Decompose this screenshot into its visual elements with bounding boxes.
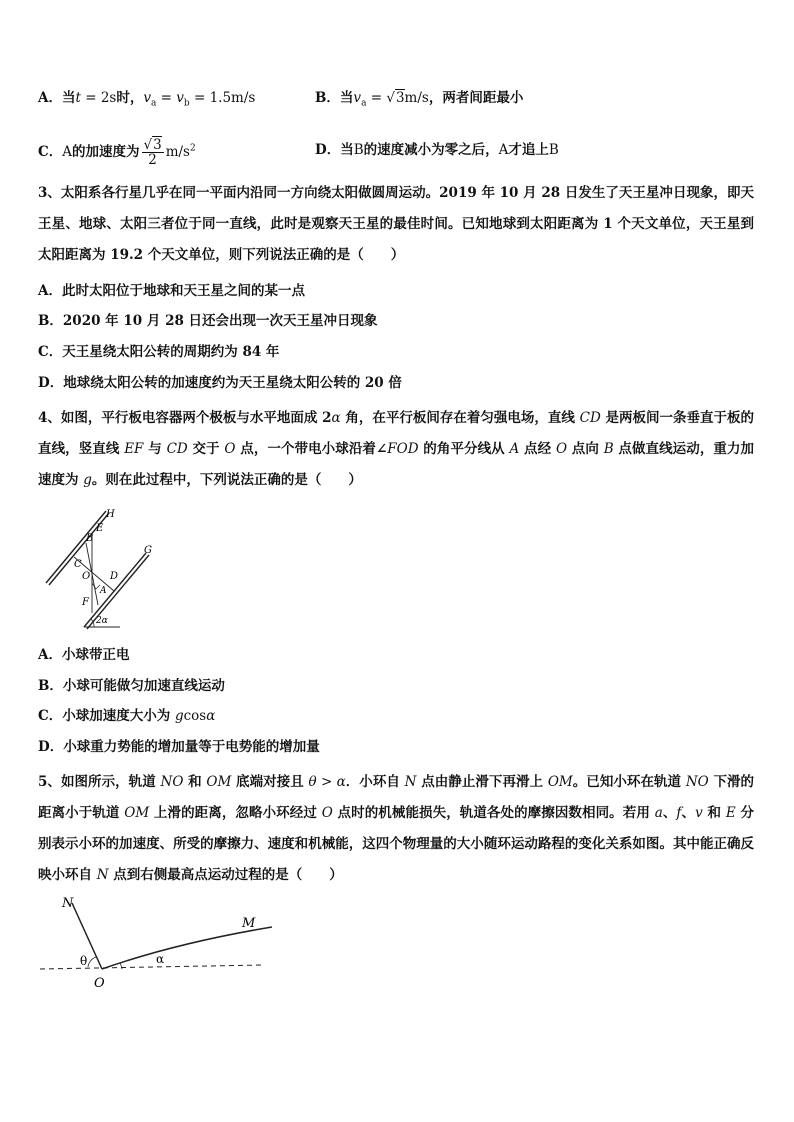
label-b: B	[86, 533, 94, 544]
stem-text: 点时的机械能损失，轨道各处的摩擦因数相同。若用	[332, 805, 655, 821]
math-label: B	[603, 441, 614, 457]
stem-text: 5、如图所示，轨道	[38, 774, 161, 790]
stem-text: 交于	[187, 441, 225, 457]
fraction-denominator: 2	[148, 152, 157, 168]
q3-option-c: C．天王星绕太阳公转的周期约为 84 年	[38, 344, 280, 360]
q4-option-b: B．小球可能做匀加速直线运动	[38, 678, 225, 694]
q2-option-d	[315, 140, 559, 160]
right-plate	[84, 553, 146, 627]
label-a: A	[100, 586, 107, 596]
math-label: E	[725, 805, 736, 821]
label-n: N	[62, 896, 74, 911]
stem-text: ．小环自	[345, 774, 405, 790]
math-eq: =	[156, 90, 177, 106]
math-v: v	[143, 90, 151, 106]
q3-stem: 3、太阳系各行星几乎在同一平面内沿同一方向绕太阳做圆周运动。2019 年 10 月 28 日发生了天王星冲日现象，即天王星、地球、太阳三者位于同一直线，此时是观察天王星的最佳时间。已知地球到太阳距离为 1 个天文单位，天王星到太阳距离为 19.2 个天文单位，则下列说法正确的是（ ）	[38, 185, 754, 263]
label-g: G	[144, 545, 152, 556]
label-m: M	[242, 916, 256, 931]
option-label: C．	[38, 144, 63, 160]
math-g: g	[83, 472, 92, 488]
stem-text: 底端对接且	[231, 774, 309, 790]
subscript: a	[361, 98, 367, 109]
math-label: NO	[685, 774, 709, 790]
math-label: f	[676, 805, 682, 821]
math-label: N	[96, 867, 109, 883]
fraction-numerator: 3	[153, 137, 162, 153]
math-alpha: α	[206, 708, 216, 724]
option-label: B．当	[315, 90, 354, 106]
math-v: v	[176, 90, 184, 106]
stem-text: 和	[702, 805, 726, 821]
q4-capacitor-figure	[38, 505, 178, 635]
math-label: O	[224, 441, 236, 457]
label-o: O	[82, 571, 91, 582]
option-letter: B	[353, 142, 364, 158]
label-f: F	[82, 597, 89, 608]
stem-text: 下滑的距离小于轨道	[38, 774, 755, 821]
math-label: a	[654, 805, 663, 821]
stem-text: 是两板间一条垂直于板的直线，竖直线	[38, 410, 755, 457]
math-label: NO	[160, 774, 184, 790]
math-value: = 1.5m/s	[189, 90, 256, 106]
math-g: g	[174, 708, 184, 724]
stem-text: 4、如图，平行板电容器两个极板与水平地面成 2	[38, 410, 332, 426]
stem-text: 。已知小环在轨道	[572, 774, 686, 790]
stem-text: 和	[183, 774, 207, 790]
left-plate	[46, 511, 106, 583]
option-label: A．当	[38, 90, 76, 106]
stem-text: 。则在此过程中，下列说法正确的是（ ）	[91, 472, 362, 488]
q4-stem	[38, 403, 754, 496]
option-letter: A	[62, 144, 72, 160]
q4-option-a: A．小球带正电	[38, 647, 130, 663]
label-e: E	[96, 523, 104, 534]
stem-text: 点做直线运动，重力加速度为	[38, 441, 755, 488]
q3-option-a: A．此时太阳位于地球和天王星之间的某一点	[38, 283, 305, 299]
math-inequality: θ > α	[308, 774, 346, 790]
q3-option-b: B．2020 年 10 月 28 日还会出现一次天王星冲日现象	[38, 313, 378, 329]
q5-stem	[38, 767, 754, 891]
label-c: C	[74, 559, 82, 570]
horizontal-dashed-line	[40, 965, 264, 969]
q3-option-d: D．地球绕太阳公转的加速度约为天王星绕太阳公转的 20 倍	[38, 375, 402, 391]
angle-marks	[92, 583, 100, 589]
math-label: OM	[547, 774, 573, 790]
q2-option-b	[315, 88, 523, 114]
option-text: ，两者间距最小	[428, 90, 524, 106]
math-label: OM	[206, 774, 232, 790]
label-theta: θ	[80, 954, 88, 968]
unit: m/s	[165, 144, 190, 160]
stem-text: 点到右侧最高点运动过程的是（ ）	[108, 867, 343, 883]
math-eq: =	[366, 90, 387, 106]
stem-text: 角，在平行板间存在着匀强电场，直线	[340, 410, 580, 426]
q2-option-c	[38, 138, 196, 167]
track-om	[102, 927, 272, 969]
math-alpha: α	[331, 410, 341, 426]
option-text: 的加速度为	[72, 144, 140, 160]
unit: m/s	[404, 90, 429, 106]
math-label: CD	[579, 410, 601, 426]
subscript: a	[150, 98, 157, 109]
math-value: = 2s	[80, 90, 117, 106]
stem-text: 分别表示小环的加速度、所受的摩擦力、速度和机械能，这四个物理量的大小随环运动路程的变化关系如图。其中能正确反映小环自	[38, 805, 755, 883]
q2-option-a	[38, 88, 255, 114]
alpha-arc	[120, 963, 122, 969]
math-label: EF	[124, 441, 144, 457]
stem-text: 点，一个带电小球沿着∠	[235, 441, 388, 457]
math-func: cos	[183, 708, 207, 724]
option-letter: B	[548, 142, 559, 158]
stem-text: 、	[662, 805, 677, 821]
math-t: t	[75, 90, 81, 106]
option-text: 的速度减小为零之后，	[363, 142, 499, 158]
math-label: OM	[124, 805, 150, 821]
q4-option-c	[38, 706, 215, 726]
math-v: v	[353, 90, 362, 106]
label-angle: 2α	[96, 616, 108, 626]
math-label: A	[509, 441, 520, 457]
fraction: $\frac{√3}{2}$	[143, 137, 162, 168]
stem-text: 点向	[567, 441, 604, 457]
option-text: C．小球加速度大小为	[38, 708, 175, 724]
label-o: O	[94, 976, 105, 991]
q4-option-d: D．小球重力势能的增加量等于电势能的增加量	[38, 739, 320, 755]
option-text: 才追上	[508, 142, 549, 158]
option-text: 时，	[116, 90, 144, 106]
stem-text: 点由静止滑下再滑上	[416, 774, 548, 790]
theta-arc	[88, 957, 96, 967]
option-letter: A	[498, 142, 509, 158]
math-label: N	[404, 774, 417, 790]
label-d: D	[110, 571, 119, 582]
q5-track-figure	[36, 893, 276, 991]
label-alpha: α	[156, 952, 165, 966]
label-h: H	[106, 509, 115, 520]
superscript: 2	[189, 143, 196, 154]
stem-text: 与	[143, 441, 167, 457]
math-label: O	[321, 805, 333, 821]
sqrt-value: 3	[395, 90, 405, 106]
math-label: v	[695, 805, 703, 821]
subscript: b	[183, 98, 190, 109]
math-label: CD	[166, 441, 188, 457]
stem-text: 的角平分线从	[418, 441, 510, 457]
option-label: D．当	[315, 142, 354, 158]
math-label: FOD	[387, 441, 419, 457]
math-label: O	[555, 441, 568, 457]
stem-text: 上滑的距离，忽略小环经过	[149, 805, 322, 821]
sqrt-sign: √	[386, 90, 395, 106]
stem-text: 、	[681, 805, 696, 821]
stem-text: 点经	[519, 441, 556, 457]
